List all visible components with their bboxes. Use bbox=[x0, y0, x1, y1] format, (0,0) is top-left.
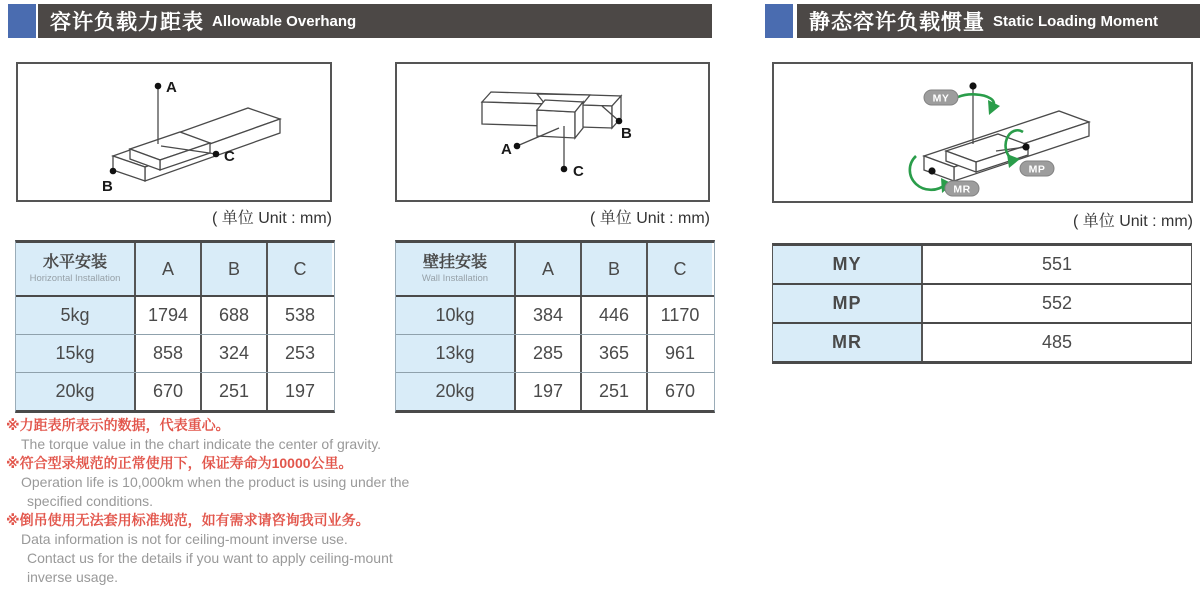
table-row bbox=[773, 324, 1191, 361]
table-wall-installation bbox=[395, 240, 715, 413]
value-cell: 858 bbox=[134, 335, 200, 372]
note-en-1: The torque value in the chart indicate the center of gravity. bbox=[21, 436, 382, 452]
note-en-2-cont: specified conditions. bbox=[27, 493, 154, 509]
value-cell: 197 bbox=[266, 373, 332, 410]
mr-axis-dot bbox=[928, 167, 935, 174]
table-row bbox=[396, 373, 714, 410]
note-zh-2: ※符合型录规范的正常使用下，保证寿命为10000公里。 bbox=[6, 455, 353, 471]
section-header-moment bbox=[797, 4, 1200, 38]
table-row bbox=[16, 373, 334, 410]
value-cell: 285 bbox=[514, 335, 580, 372]
load-cell: 15kg bbox=[16, 335, 134, 372]
value-cell: 251 bbox=[200, 373, 266, 410]
table-row bbox=[16, 335, 334, 373]
header-cell-a: A bbox=[514, 243, 580, 295]
point-b-dot bbox=[110, 168, 117, 175]
moment-label-cell: MP bbox=[773, 285, 923, 322]
value-cell: 251 bbox=[580, 373, 646, 410]
value-cell: 324 bbox=[200, 335, 266, 372]
diagram-horizontal-installation bbox=[16, 62, 332, 202]
point-b-label: B bbox=[621, 125, 632, 142]
overhang-title-en: Allowable Overhang bbox=[212, 12, 357, 30]
table-header-row bbox=[396, 243, 714, 297]
moment-value-cell: 551 bbox=[1041, 254, 1073, 274]
moment-value-cell: 552 bbox=[1041, 293, 1073, 313]
header-cell-c: C bbox=[646, 243, 712, 295]
value-cell: 446 bbox=[580, 297, 646, 334]
value-cell: 253 bbox=[266, 335, 332, 372]
header-cell-c: C bbox=[266, 243, 332, 295]
moment-title-zh: 静态容许负载惯量 bbox=[809, 11, 985, 34]
value-cell: 365 bbox=[580, 335, 646, 372]
point-c-label: C bbox=[573, 163, 584, 180]
footnotes bbox=[6, 416, 486, 587]
note-en-2: Operation life is 10,000km when the product is using under the bbox=[21, 474, 410, 490]
load-cell: 13kg bbox=[396, 335, 514, 372]
value-cell: 688 bbox=[200, 297, 266, 334]
header-cell-a: A bbox=[134, 243, 200, 295]
moment-value-cell: 485 bbox=[1041, 332, 1073, 352]
section-header-overhang bbox=[38, 4, 712, 38]
table-horizontal-installation bbox=[15, 240, 335, 413]
diagram-wall-installation bbox=[395, 62, 710, 202]
accent-square-right bbox=[765, 4, 793, 38]
my-axis-dot bbox=[969, 82, 976, 89]
value-cell: 670 bbox=[134, 373, 200, 410]
header-cell-title bbox=[396, 243, 514, 295]
point-a-dot bbox=[514, 143, 521, 150]
table-row bbox=[773, 246, 1191, 285]
horizontal-rail-drawing bbox=[18, 64, 330, 200]
table-row bbox=[16, 297, 334, 335]
point-c-label: C bbox=[224, 148, 235, 165]
moment-title-en: Static Loading Moment bbox=[993, 12, 1158, 30]
load-cell: 10kg bbox=[396, 297, 514, 334]
header-cell-b: B bbox=[580, 243, 646, 295]
mp-badge-label: MP bbox=[1028, 163, 1046, 176]
value-cell: 384 bbox=[514, 297, 580, 334]
note-en-3: Data information is not for ceiling-mount inverse use. bbox=[21, 531, 348, 547]
table-title-zh: 壁挂安装 bbox=[422, 254, 487, 272]
header-cell-title bbox=[16, 243, 134, 295]
load-cell: 20kg bbox=[16, 373, 134, 410]
load-cell: 20kg bbox=[396, 373, 514, 410]
value-cell: 1170 bbox=[646, 297, 712, 334]
table-title-en: Wall Installation bbox=[421, 272, 489, 284]
unit-note-3: ( 单位 Unit : mm) bbox=[1073, 213, 1193, 230]
point-b-label: B bbox=[102, 178, 113, 195]
point-c-dot bbox=[561, 166, 568, 173]
value-cell: 670 bbox=[646, 373, 712, 410]
point-a-label: A bbox=[501, 141, 512, 158]
accent-square-left bbox=[8, 4, 36, 38]
table-title-zh: 水平安装 bbox=[42, 254, 107, 272]
my-badge-label: MY bbox=[932, 92, 950, 105]
load-cell: 5kg bbox=[16, 297, 134, 334]
point-b-dot bbox=[616, 118, 623, 125]
value-cell: 961 bbox=[646, 335, 712, 372]
moment-label-cell: MY bbox=[773, 246, 923, 283]
note-en-3-cont: Contact us for the details if you want to apply ceiling-mount bbox=[27, 550, 393, 566]
diagram-static-moment bbox=[772, 62, 1193, 203]
value-cell: 538 bbox=[266, 297, 332, 334]
unit-note-2: ( 单位 Unit : mm) bbox=[590, 210, 710, 227]
table-row bbox=[396, 297, 714, 335]
moment-label-cell: MR bbox=[773, 324, 923, 361]
point-a-dot bbox=[155, 83, 162, 90]
note-en-3-cont2: inverse usage. bbox=[27, 569, 119, 585]
mr-badge-label: MR bbox=[953, 183, 971, 196]
header-cell-b: B bbox=[200, 243, 266, 295]
note-zh-3: ※倒吊使用无法套用标准规范，如有需求请咨询我司业务。 bbox=[6, 512, 370, 528]
table-row bbox=[396, 335, 714, 373]
note-zh-1: ※力距表所表示的数据，代表重心。 bbox=[6, 417, 230, 433]
table-static-moment bbox=[772, 243, 1192, 364]
overhang-title-zh: 容许负载力距表 bbox=[50, 11, 204, 34]
value-cell: 1794 bbox=[134, 297, 200, 334]
wall-rail-drawing bbox=[397, 64, 708, 200]
table-title-en: Horizontal Installation bbox=[29, 272, 121, 284]
point-a-label: A bbox=[166, 79, 177, 96]
moment-rail-drawing bbox=[774, 64, 1191, 201]
mp-axis-dot bbox=[1022, 143, 1029, 150]
point-c-dot bbox=[213, 151, 220, 158]
value-cell: 197 bbox=[514, 373, 580, 410]
unit-note-1: ( 单位 Unit : mm) bbox=[212, 210, 332, 227]
table-header-row bbox=[16, 243, 334, 297]
table-row bbox=[773, 285, 1191, 324]
